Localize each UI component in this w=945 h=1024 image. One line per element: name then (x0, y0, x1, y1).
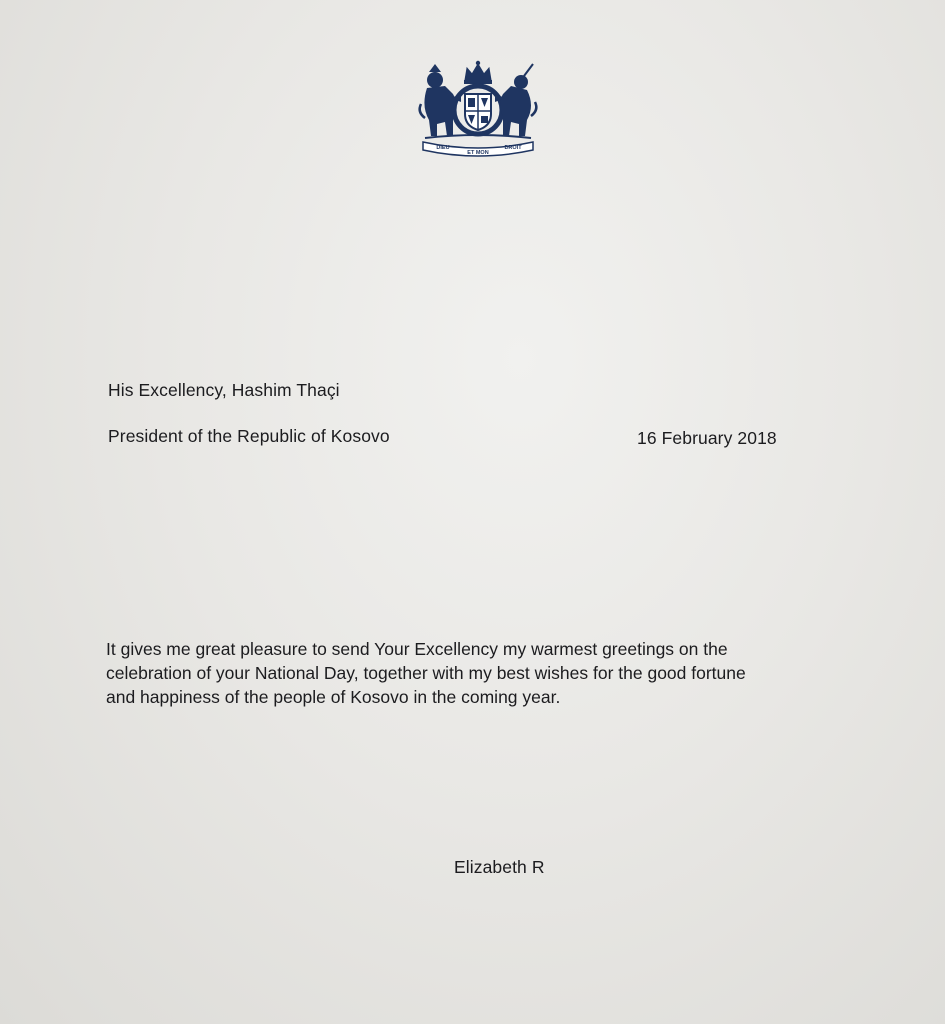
signature: Elizabeth R (454, 857, 545, 877)
addressee-name: His Excellency, Hashim Thaçi (108, 380, 340, 400)
letter-body-line: celebration of your National Day, together with my best wishes for the good fortune (106, 663, 746, 683)
letter-body-line: It gives me great pleasure to send Your Excellency my warmest greetings on the (106, 639, 728, 659)
svg-text:DIEU: DIEU (436, 145, 450, 151)
letter-date: 16 February 2018 (637, 428, 777, 448)
letter-body-line: and happiness of the people of Kosovo in the coming year. (106, 687, 561, 707)
letter-body (106, 637, 846, 709)
royal-crest-icon (415, 58, 541, 162)
svg-text:ET MON: ET MON (467, 150, 489, 156)
svg-text:DROIT: DROIT (504, 145, 522, 151)
addressee-title: President of the Republic of Kosovo (108, 426, 390, 446)
